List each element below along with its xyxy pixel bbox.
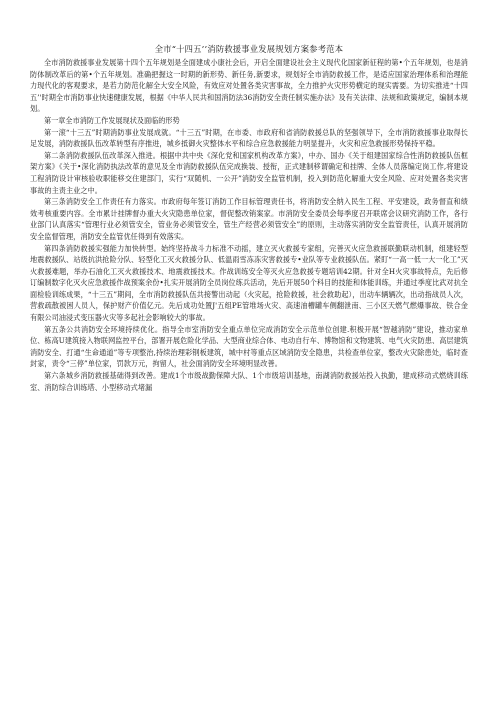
body-paragraph: 第六条城乡消防救援基础得到改善。建成1个市级战勤保障大队、1个市级培训基地，南湖消防救援站投入执勤，建成移动式燃烧训练室、消防综合训练塔、小型移动式堵漏	[30, 371, 468, 392]
body-paragraph: 第五条公共消防安全环境持续优化。指导全市室消防安全重点单位完成消防安全示范单位创建.积极开展“智越消防”建设，推动家单位、栋高U建筑接入物联网监控平台，部署开展危险化学品、大型商业综合体、电动自行车、博物馆和文物建筑、电气火灾防患、高层建筑消防安全、打通“生命通道”等专项整治,持续治理彩钢板建筑，城中村等重点区域消防安全隐患，共检查单位家，整改火灾除患处，临时查封家，责令“三停”单位家，罚款万元，拘留人，社会面消防安全环境明显改善。	[30, 324, 468, 369]
chapter-heading: 第一章全市消防工作发展现状及面临的形势	[44, 115, 180, 125]
body-paragraph: 第一滚“十三五”时期消防事业发展成就。“十三五”时期，在市委、市政府和省消防救援总队的坚强领导下，全市消防救援事业取得长足发展，消防救援队伍改革转型有序推进，城乡抵御火灾整体水平和综合应急救援能力明显提升，火灾和应急救援形势保持平稳。	[30, 127, 468, 149]
document-body	[30, 57, 468, 393]
body-paragraph: 第四条消防救援实强能力加快转型。始终坚持战斗力标准不动摇，建立灭火救援专家组，完善灭火应急救援联勤联动机制，组建轻型地震救援队、站级抗洪抢险分队、轻型化工灭火救援分队、低温雨雪冻冻灾害救援专•业队等专业救援队伍。紧盯“一高一低一大一化工”灭火救援难题，举办石油化工灭火救援技术、地震救援技术。作战训练安全等灭火应急救援专题培训42期。针对全H火灾事故特点，先后修订编制数字化灭火应急救援作战预案余份•扎实开展消防全员岗位练兵活动，先后开展50个科目的技能和体能训练，并通过季度比武对抗全面检验训练成果，“十三五”期间，全市消防救援队伍共接警出动起（火灾起，抢险救援，社会救助起），出动车辆辆次，出动指战员人次，营救疏散被困人员人，保护财产价值亿元。先后成功处置J'五组PE管堆场火灾、高速油槽罐车侧翻泄南、三小区天燃气燃爆事故、铁合金有限公司油浸式变压器火灾等多起社会影响较大的事故。	[30, 243, 468, 323]
body-paragraph: 全市消防救援事业发展第十四个五年规划是全面建成小康社会后，开启全面建设社会主义现代化国家新征程的第•个五年规划，也是消防体制改革后的第•个五年规划。准确把握这一时期的新形势、新任务,新要求，规划好全市消防救援工作，是适应国家治理体系和治理能力现代化的客观要求，是若力防范化解全大安全风险，有效应对处置各类灾害事故，全力推护火灾形势横定的现实需要。为切实推进“十四五’'时期全市消防事业快速健康发展，根据《中华人民共和国消防法36消防安全责任制实施办法》及有关法律、法规和政策规定，编制本规划。	[30, 58, 468, 114]
document-title: 全市“十四五’’消防救援事业发展规划方案参考范本	[154, 44, 344, 54]
body-paragraph: 第二条消防救援队伍改革深入推进。根据中共中央《深化党和国家机构改革方案》，中办、国办《关于组建国家综合性消防救援队伍框架方案》《关于•深化消防执法改革的意见及全市消防救援队伍完成换装、授衔，正式建制移谓确定和挂牌、全体人员落编定岗工作,将建设工程消防设计审核验收职能移交住建部门，实行“双随机、一公开”消防安全监管机制，投入到防范化解重大安全风险、应对处置各类灾害事故的主责主业之中。	[30, 150, 468, 195]
body-paragraph: 第三条消防安全工作责任有力落实。市政府每年签订消防工作目标管理责任书，将消防安全纳入民生工程、平安建设，政务督直和绩效考核重要内容。全市累计挂牌督办重大火灾隐患单位家，督促整改销案家。市消防安全委员会每季度召开联席会议研究消防工作，各行业部门认真落实“管理行业必须管安全，管业务必须管安全，管生产经营必须管安全”的原则，主动落实消防安全监管责任，认真开展消防安全监督管理，消防安全监管优任得到有效落实。	[30, 197, 468, 241]
